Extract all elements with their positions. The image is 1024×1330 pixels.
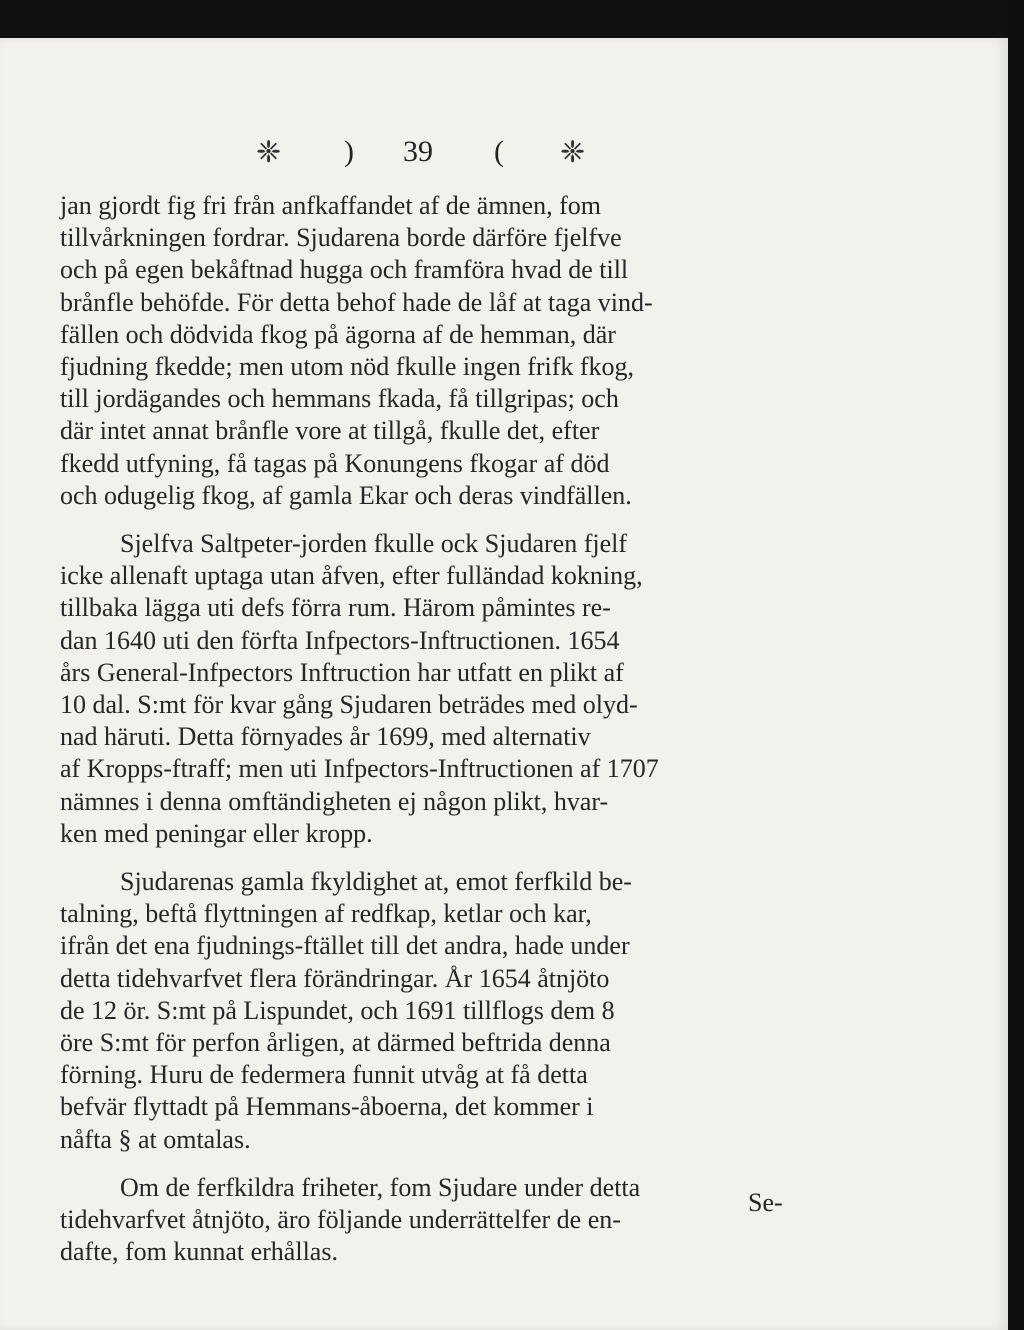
text-line: Sjudarenas gamla fkyldighet at, emot ferfkild be- [120,867,632,897]
text-line: fällen och dödvida fkog på ägorna af de hemman, där [60,319,616,349]
text-line: icke allenaft uptaga utan åfven, efter fulländad kokning, [60,561,643,591]
text-line: nämnes i denna omftändigheten ej någon plikt, hvar- [60,786,609,816]
text-line: och odugelig fkog, af gamla Ekar och deras vindfällen. [60,480,632,510]
header-paren-left: ( [494,135,504,168]
text-line: de 12 ör. S:mt på Lispundet, och 1691 tillflogs dem 8 [60,995,615,1025]
text-line: till jordägandes och hemmans fkada, få tillgripas; och [60,384,619,414]
text-line: ken med peningar eller kropp. [60,818,373,848]
text-line: brånfle behöfde. För detta behof hade de låf at taga vind- [60,287,653,317]
text-line: nad häruti. Detta förnyades år 1699, med alternativ [60,722,591,752]
text-line: års General-Infpectors Inftruction har utfatt en plikt af [60,657,624,687]
body-text [60,190,790,1285]
paragraph-2 [60,528,790,850]
text-line: ifrån det ena fjudnings-ftället till det andra, hade under [60,931,630,961]
text-line: talning, beftå flyttningen af redfkap, ketlar och kar, [60,899,592,929]
paragraph-3 [60,866,790,1156]
book-page [0,38,1008,1330]
header-paren-right: ) [344,135,354,168]
page-number: 39 [403,135,433,168]
text-line: detta tidehvarfvet flera förändringar. År 1654 åtnjöto [60,963,610,993]
page-header [0,130,1008,180]
text-line: dafte, fom kunnat erhållas. [60,1237,338,1267]
paragraph-4 [60,1172,790,1269]
text-line: förning. Huru de federmera funnit utvåg at få detta [60,1060,588,1090]
text-line: dan 1640 uti den förfta Infpectors-Inftructionen. 1654 [60,625,620,655]
scan-top-strip [0,0,1024,40]
text-line: 10 dal. S:mt för kvar gång Sjudaren beträdes med olyd- [60,690,638,720]
text-line: tillvårkningen fordrar. Sjudarena borde därföre fjelfve [60,223,622,253]
text-line: befvär flyttadt på Hemmans-åboerna, det kommer i [60,1092,594,1122]
text-line: nåfta § at omtalas. [60,1124,251,1154]
text-line: öre S:mt för perfon årligen, at därmed beftrida denna [60,1028,611,1058]
ornament-left-icon: ❈ [256,136,282,169]
scan-right-edge [1008,0,1024,1330]
text-line: och på egen bekåftnad hugga och framföra hvad de till [60,255,629,285]
text-line: tillbaka lägga uti defs förra rum. Härom påmintes re- [60,593,611,623]
text-line: Om de ferfkildra friheter, fom Sjudare under detta [120,1172,641,1202]
text-line: fkedd utfyning, få tagas på Konungens fkogar af död [60,448,610,478]
catchword: Se- [748,1188,783,1217]
ornament-right-icon: ❈ [560,136,586,169]
text-line: fjudning fkedde; men utom nöd fkulle ingen frifk fkog, [60,352,635,382]
text-line: af Kropps-ftraff; men uti Infpectors-Inftructionen af 1707 [60,754,659,784]
paragraph-1 [60,190,790,512]
text-line: Sjelfva Saltpeter-jorden fkulle ock Sjudaren fjelf [120,529,628,559]
text-line: jan gjordt fig fri från anfkaffandet af de ämnen, fom [60,191,601,220]
text-line: tidehvarfvet åtnjöto, äro följande underrättelfer de en- [60,1205,621,1235]
text-line: där intet annat brånfle vore at tillgå, fkulle det, efter [60,416,600,446]
